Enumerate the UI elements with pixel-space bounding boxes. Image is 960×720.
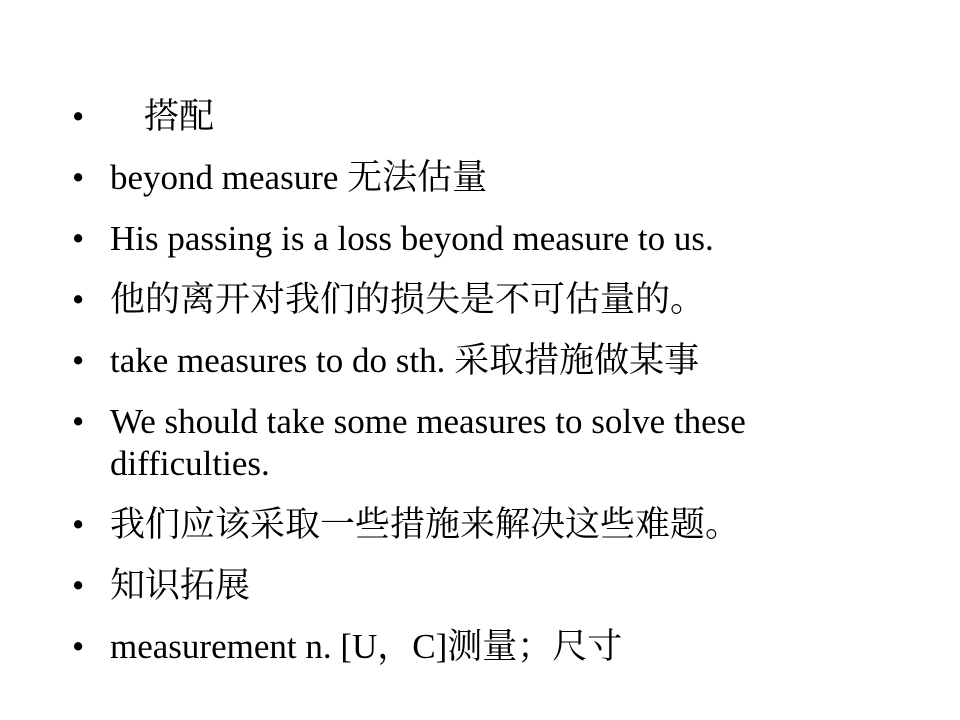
bullet-text: We should take some measures to solve these difficulties. [110,402,746,483]
bullet-item-definition [72,626,902,668]
bullet-item-example-zh [72,279,902,321]
bullet-text: measurement n. [U，C]测量；尺寸 [110,627,623,666]
bullet-item-extension-heading [72,565,902,607]
bullet-item-collocation-heading [72,96,902,138]
bullet-item-phrase [72,340,902,382]
bullet-list [72,96,902,687]
bullet-dot: • [72,505,85,544]
bullet-text: 搭配 [144,97,215,136]
bullet-item-example-en [72,218,902,260]
bullet-item-example-zh [72,504,902,546]
bullet-dot: • [72,402,85,441]
bullet-dot: • [72,627,85,666]
bullet-dot: • [72,280,85,319]
bullet-dot: • [72,97,85,136]
bullet-text: 我们应该采取一些措施来解决这些难题。 [110,505,741,544]
bullet-item-example-en [72,401,902,485]
bullet-dot: • [72,566,85,605]
bullet-item-phrase [72,157,902,199]
bullet-text: 知识拓展 [110,566,251,605]
bullet-text: beyond measure 无法估量 [110,158,488,197]
bullet-dot: • [72,341,85,380]
bullet-text: 他的离开对我们的损失是不可估量的。 [110,280,706,319]
bullet-dot: • [72,158,85,197]
bullet-text: take measures to do sth. 采取措施做某事 [110,341,700,380]
bullet-dot: • [72,219,85,258]
bullet-text: His passing is a loss beyond measure to us. [110,219,714,258]
